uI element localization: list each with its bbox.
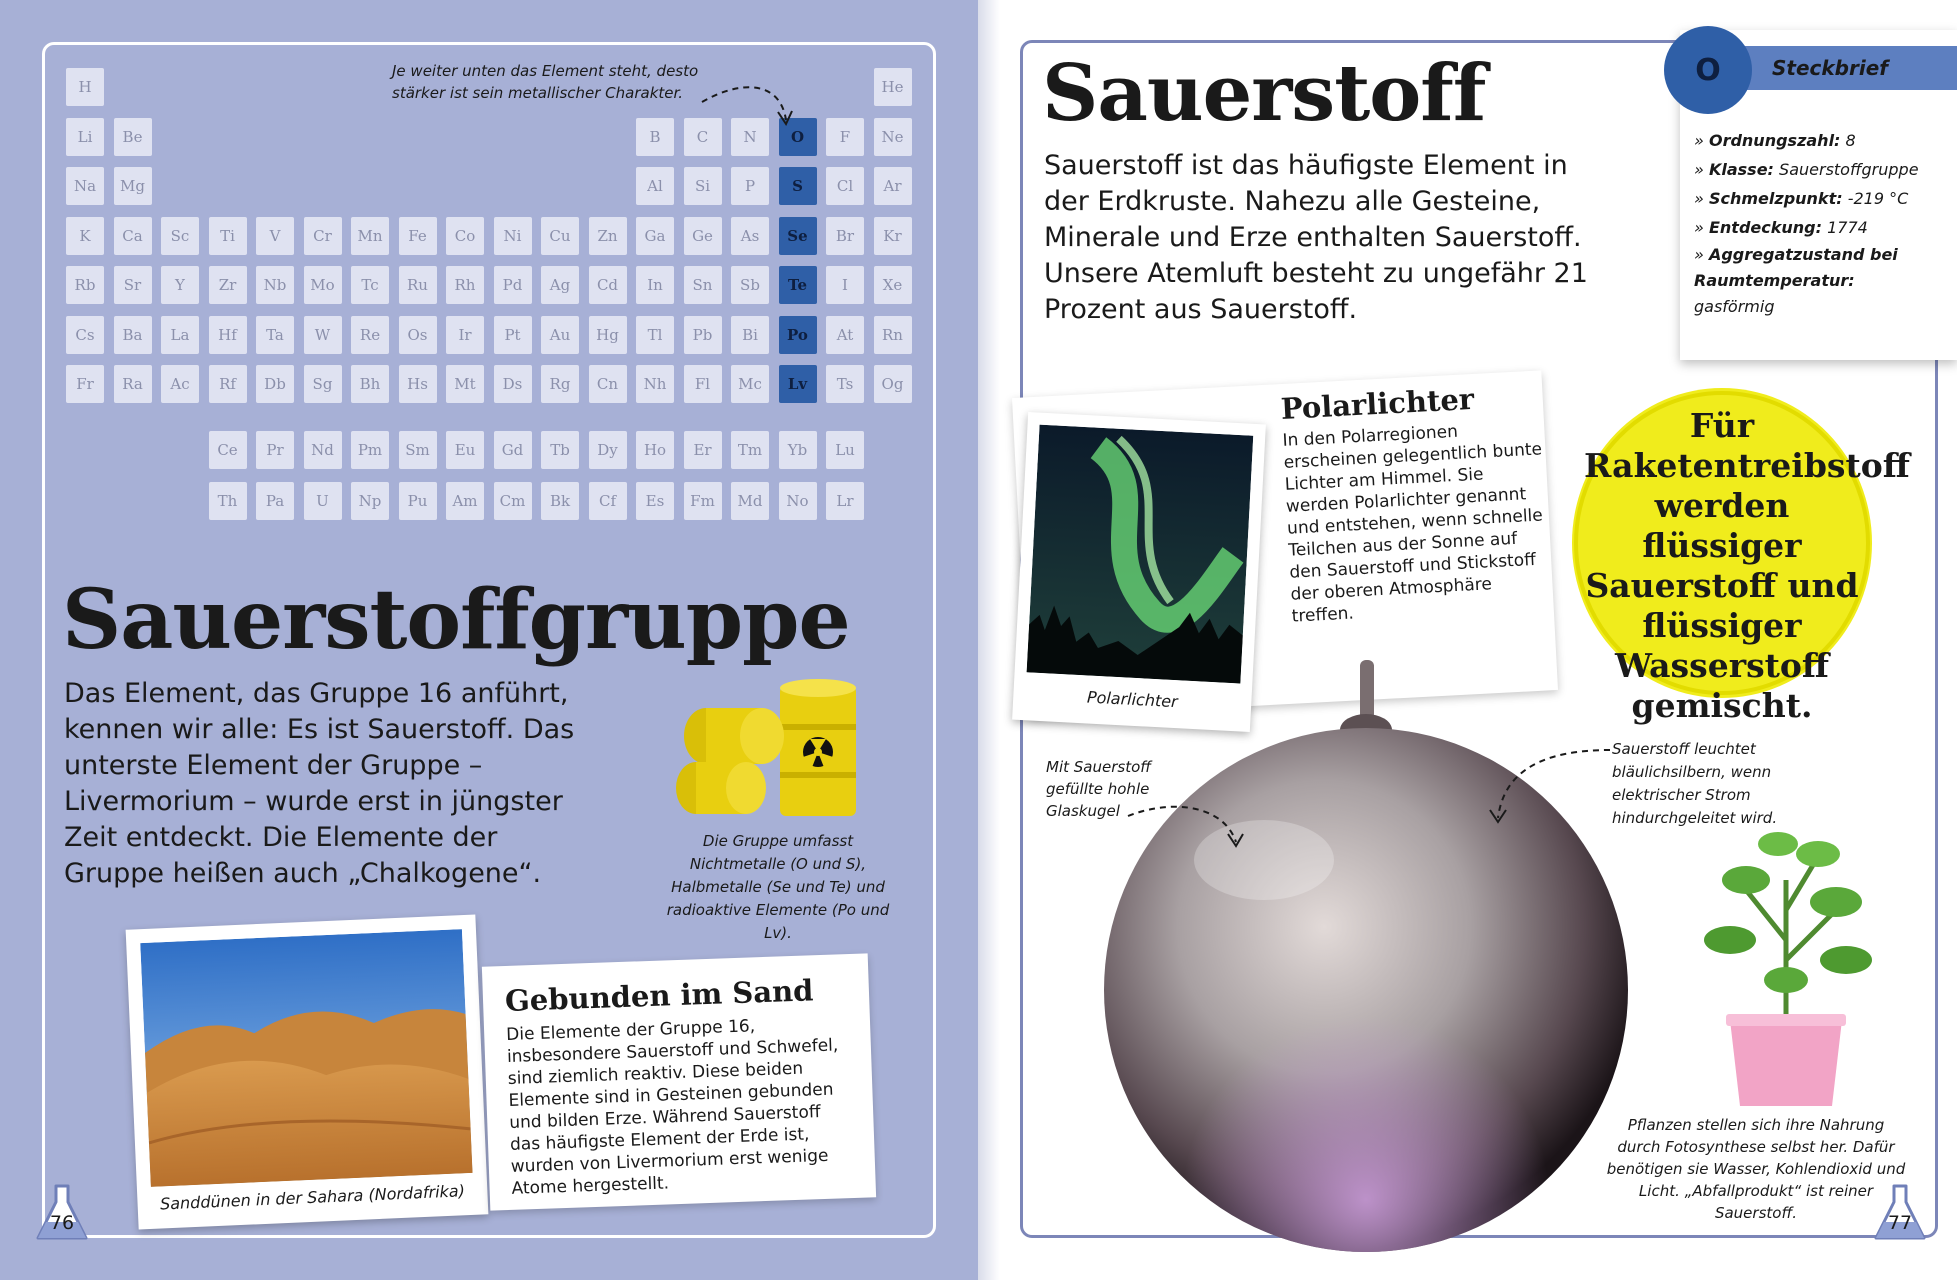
element-cell-cu: Cu xyxy=(541,217,579,255)
element-cell-mn: Mn xyxy=(351,217,389,255)
page-number-left xyxy=(34,1182,90,1242)
sahara-dunes-image xyxy=(140,929,472,1187)
element-cell-pm: Pm xyxy=(351,431,389,469)
element-cell-sc: Sc xyxy=(161,217,199,255)
element-cell-ca: Ca xyxy=(114,217,152,255)
element-cell-mt: Mt xyxy=(446,365,484,403)
aurora-image xyxy=(1027,425,1254,684)
element-cell-cm: Cm xyxy=(494,482,532,520)
element-cell-os: Os xyxy=(399,316,437,354)
element-cell-eu: Eu xyxy=(446,431,484,469)
element-title: Sauerstoff xyxy=(1042,48,1486,139)
sahara-photo xyxy=(126,915,489,1230)
element-cell-bk: Bk xyxy=(541,482,579,520)
element-cell-po: Po xyxy=(779,316,817,354)
element-cell-hs: Hs xyxy=(399,365,437,403)
element-cell-pr: Pr xyxy=(256,431,294,469)
book-spine xyxy=(978,0,1000,1280)
page-number-76: 76 xyxy=(49,1212,75,1234)
element-cell-ru: Ru xyxy=(399,266,437,304)
rocket-fact-text: Für Raketentreibstoff werden flüssiger Sauerstoff und flüssiger Wasserstoff gemischt. xyxy=(1584,406,1910,725)
fact-list xyxy=(1694,126,1949,320)
element-cell-cs: Cs xyxy=(66,316,104,354)
element-cell-li: Li xyxy=(66,118,104,156)
element-cell-lr: Lr xyxy=(826,482,864,520)
element-cell-o: O xyxy=(779,118,817,156)
element-cell-sr: Sr xyxy=(114,266,152,304)
element-cell-cl: Cl xyxy=(826,167,864,205)
plant-image xyxy=(1686,820,1886,1110)
element-cell-ga: Ga xyxy=(636,217,674,255)
element-cell-tc: Tc xyxy=(351,266,389,304)
element-cell-mg: Mg xyxy=(114,167,152,205)
fact-item: » Entdeckung: 1774 xyxy=(1694,218,1868,237)
metallic-note-arrow-icon xyxy=(700,80,800,130)
fact-item: » Schmelzpunkt: -219 °C xyxy=(1694,189,1909,208)
element-cell-at: At xyxy=(826,316,864,354)
element-cell-hf: Hf xyxy=(209,316,247,354)
element-cell-be: Be xyxy=(114,118,152,156)
sahara-caption: Sanddünen in der Sahara (Nordafrika) xyxy=(159,1181,466,1214)
element-cell-cr: Cr xyxy=(304,217,342,255)
element-cell-md: Md xyxy=(731,482,769,520)
element-cell-i: I xyxy=(826,266,864,304)
element-cell-re: Re xyxy=(351,316,389,354)
element-cell-b: B xyxy=(636,118,674,156)
element-cell-s: S xyxy=(779,167,817,205)
element-cell-au: Au xyxy=(541,316,579,354)
element-cell-si: Si xyxy=(684,167,722,205)
element-cell-ni: Ni xyxy=(494,217,532,255)
sand-note-body: Die Elemente der Gruppe 16, insbesondere Sauerstoff und Schwefel, sind ziemlich reaktiv. Diese beiden Elemente sind in Gesteinen gebunden und bilden Erze. Während Sauerstoff das häufigste Element der Erde ist, wurden von Livermorium erst wenige Atome hergestellt. xyxy=(505,1016,839,1199)
element-cell-ar: Ar xyxy=(874,167,912,205)
group-title: Sauerstoffgruppe xyxy=(62,572,850,668)
element-cell-pa: Pa xyxy=(256,482,294,520)
element-cell-sn: Sn xyxy=(684,266,722,304)
element-cell-ti: Ti xyxy=(209,217,247,255)
page-number-right xyxy=(1872,1182,1928,1242)
element-cell-sg: Sg xyxy=(304,365,342,403)
element-cell-ta: Ta xyxy=(256,316,294,354)
element-cell-h: H xyxy=(66,68,104,106)
element-cell-sm: Sm xyxy=(399,431,437,469)
sand-note-card xyxy=(482,953,876,1210)
glow-label-arrow-icon xyxy=(1484,740,1614,830)
element-cell-pu: Pu xyxy=(399,482,437,520)
element-cell-gd: Gd xyxy=(494,431,532,469)
element-cell-am: Am xyxy=(446,482,484,520)
element-cell-se: Se xyxy=(779,217,817,255)
aurora-text xyxy=(1280,378,1552,627)
barrel-caption: Die Gruppe umfasst Nichtmetalle (O und S), Halbmetalle (Se und Te) und radioaktive Elemente (Po und Lv). xyxy=(666,832,890,942)
element-cell-zn: Zn xyxy=(589,217,627,255)
element-cell-fe: Fe xyxy=(399,217,437,255)
element-cell-bi: Bi xyxy=(731,316,769,354)
element-cell-xe: Xe xyxy=(874,266,912,304)
element-cell-p: P xyxy=(731,167,769,205)
element-intro: Sauerstoff ist das häufigste Element in der Erdkruste. Nahezu alle Gesteine, Minerale und Erze enthalten Sauerstoff. Unsere Atemluft besteht zu ungefähr 21 Prozent aus Sauerstoff. xyxy=(1044,150,1588,325)
element-cell-tm: Tm xyxy=(731,431,769,469)
element-cell-te: Te xyxy=(779,266,817,304)
element-cell-er: Er xyxy=(684,431,722,469)
aurora-body: In den Polarregionen erscheinen gelegentlich bunte Lichter am Himmel. Sie werden Polarlichter genannt und entstehen, wenn schnelle Teilchen aus der Sonne auf den Sauerstoff und Stickstoff der oberen Atmosphäre treffen. xyxy=(1282,421,1544,627)
element-cell-br: Br xyxy=(826,217,864,255)
sphere-label: Mit Sauerstoff gefüllte hohle Glaskugel xyxy=(1046,758,1152,820)
element-cell-co: Co xyxy=(446,217,484,255)
element-symbol-badge: O xyxy=(1664,26,1752,114)
element-cell-rf: Rf xyxy=(209,365,247,403)
element-cell-u: U xyxy=(304,482,342,520)
aurora-title: Polarlichter xyxy=(1280,381,1475,426)
element-cell-ba: Ba xyxy=(114,316,152,354)
element-cell-ho: Ho xyxy=(636,431,674,469)
element-cell-th: Th xyxy=(209,482,247,520)
element-cell-np: Np xyxy=(351,482,389,520)
element-cell-ag: Ag xyxy=(541,266,579,304)
element-cell-es: Es xyxy=(636,482,674,520)
element-cell-y: Y xyxy=(161,266,199,304)
element-cell-ra: Ra xyxy=(114,365,152,403)
element-cell-n: N xyxy=(731,118,769,156)
left-page xyxy=(0,0,978,1280)
element-cell-hg: Hg xyxy=(589,316,627,354)
element-cell-c: C xyxy=(684,118,722,156)
element-cell-nd: Nd xyxy=(304,431,342,469)
element-cell-db: Db xyxy=(256,365,294,403)
element-cell-rb: Rb xyxy=(66,266,104,304)
aurora-photo-caption: Polarlichter xyxy=(1086,687,1179,712)
element-cell-fm: Fm xyxy=(684,482,722,520)
element-cell-cn: Cn xyxy=(589,365,627,403)
metallic-character-note: Je weiter unten das Element steht, desto stärker ist sein metallischer Charakter. xyxy=(392,62,699,102)
element-cell-yb: Yb xyxy=(779,431,817,469)
element-cell-f: F xyxy=(826,118,864,156)
element-cell-ds: Ds xyxy=(494,365,532,403)
element-cell-bh: Bh xyxy=(351,365,389,403)
barrels-image xyxy=(676,676,866,826)
group-intro: Das Element, das Gruppe 16 anführt, kennen wir alle: Es ist Sauerstoff. Das unterste Element der Gruppe – Livermorium – wurde erst in jüngster Zeit entdeckt. Die Elemente der Gruppe heißen auch „Chalkogene“. xyxy=(64,678,575,889)
element-cell-ge: Ge xyxy=(684,217,722,255)
element-cell-na: Na xyxy=(66,167,104,205)
sand-note-title: Gebunden im Sand xyxy=(504,973,814,1019)
fact-sheet-title: Steckbrief xyxy=(1772,56,1888,80)
page-number-77: 77 xyxy=(1887,1212,1913,1234)
element-cell-sb: Sb xyxy=(731,266,769,304)
element-cell-fl: Fl xyxy=(684,365,722,403)
element-cell-pd: Pd xyxy=(494,266,532,304)
element-cell-v: V xyxy=(256,217,294,255)
element-cell-k: K xyxy=(66,217,104,255)
element-cell-ir: Ir xyxy=(446,316,484,354)
element-cell-rn: Rn xyxy=(874,316,912,354)
element-cell-mo: Mo xyxy=(304,266,342,304)
element-cell-no: No xyxy=(779,482,817,520)
element-cell-rg: Rg xyxy=(541,365,579,403)
fact-sheet xyxy=(1680,30,1957,360)
element-cell-w: W xyxy=(304,316,342,354)
element-cell-lu: Lu xyxy=(826,431,864,469)
element-cell-pb: Pb xyxy=(684,316,722,354)
element-cell-dy: Dy xyxy=(589,431,627,469)
element-cell-tl: Tl xyxy=(636,316,674,354)
element-cell-zr: Zr xyxy=(209,266,247,304)
element-cell-nh: Nh xyxy=(636,365,674,403)
element-cell-la: La xyxy=(161,316,199,354)
element-cell-ts: Ts xyxy=(826,365,864,403)
element-cell-as: As xyxy=(731,217,769,255)
element-cell-mc: Mc xyxy=(731,365,769,403)
element-cell-ce: Ce xyxy=(209,431,247,469)
element-cell-kr: Kr xyxy=(874,217,912,255)
fact-item: » Klasse: Sauerstoffgruppe xyxy=(1694,160,1919,179)
element-cell-tb: Tb xyxy=(541,431,579,469)
periodic-table xyxy=(66,68,926,528)
fact-item: » Ordnungszahl: 8 xyxy=(1694,131,1856,150)
element-cell-he: He xyxy=(874,68,912,106)
glow-label: Sauerstoff leuchtet bläulichsilbern, wenn elektrischer Strom hindurchgeleitet wird. xyxy=(1612,740,1778,827)
element-cell-rh: Rh xyxy=(446,266,484,304)
element-cell-ac: Ac xyxy=(161,365,199,403)
element-cell-fr: Fr xyxy=(66,365,104,403)
element-cell-pt: Pt xyxy=(494,316,532,354)
element-cell-lv: Lv xyxy=(779,365,817,403)
element-cell-in: In xyxy=(636,266,674,304)
element-cell-og: Og xyxy=(874,365,912,403)
plant-caption: Pflanzen stellen sich ihre Nahrung durch Fotosynthese selbst her. Dafür benötigen sie Wasser, Kohlendioxid und Licht. „Abfallprodukt“ ist reiner Sauerstoff. xyxy=(1606,1116,1906,1222)
element-cell-ne: Ne xyxy=(874,118,912,156)
element-cell-cf: Cf xyxy=(589,482,627,520)
element-cell-nb: Nb xyxy=(256,266,294,304)
element-cell-al: Al xyxy=(636,167,674,205)
fact-item: » Aggregatzustand bei Raumtemperatur: gasförmig xyxy=(1694,245,1898,316)
element-cell-cd: Cd xyxy=(589,266,627,304)
sphere-label-arrow-icon xyxy=(1124,796,1254,856)
